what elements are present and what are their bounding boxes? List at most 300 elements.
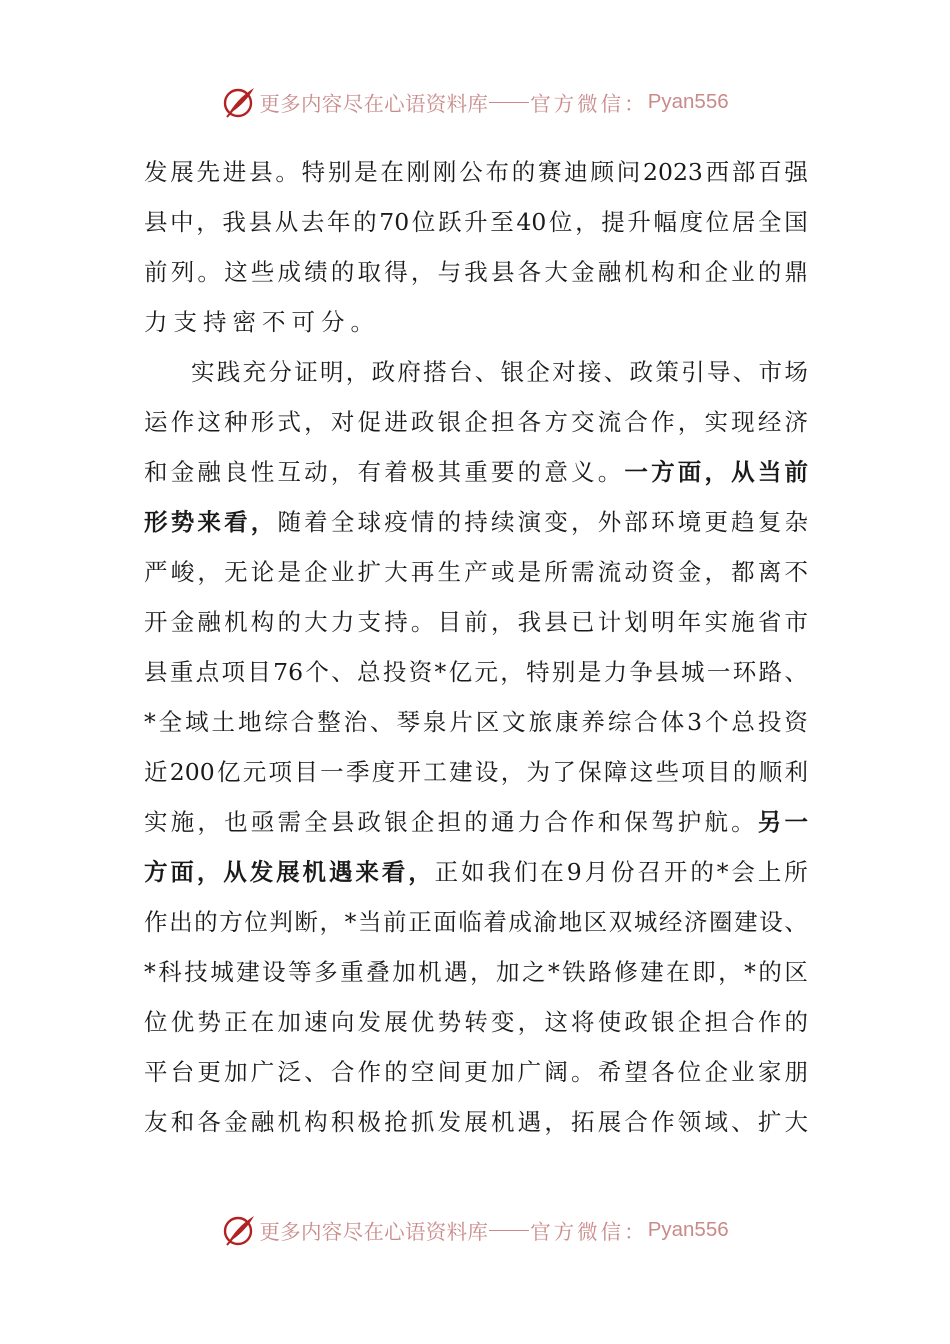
text-glyph: 城: [633, 908, 658, 936]
text-glyph: 双: [608, 908, 633, 936]
text-glyph: ，: [575, 208, 599, 236]
text-glyph: 个: [305, 658, 329, 686]
text-glyph: 演: [517, 508, 542, 536]
text-line: [144, 247, 808, 297]
text-glyph: ，: [319, 908, 344, 936]
text-glyph: 发: [357, 1008, 381, 1036]
text-glyph: 的: [464, 808, 488, 836]
text-glyph: 的: [353, 208, 377, 236]
text-glyph: *: [434, 658, 447, 686]
text-glyph: 、: [331, 658, 355, 686]
bold-text-glyph: 方: [144, 858, 168, 886]
text-glyph: 强: [784, 158, 808, 186]
text-glyph: 亿: [448, 658, 473, 686]
text-glyph: 们: [513, 858, 538, 886]
text-glyph: 充: [242, 358, 267, 386]
text-glyph: 先: [196, 158, 221, 186]
text-glyph: 作: [651, 408, 675, 436]
text-glyph: 间: [437, 1058, 462, 1086]
text-glyph: 环: [651, 508, 675, 536]
text-glyph: 至: [490, 208, 514, 236]
text-glyph: 合: [330, 1058, 355, 1086]
text-glyph: 外: [597, 508, 622, 536]
text-glyph: 合: [634, 708, 658, 736]
text-glyph: 持: [203, 308, 233, 336]
text-glyph: 布: [485, 158, 509, 186]
text-glyph: 资: [408, 658, 433, 686]
text-glyph: 企: [464, 408, 488, 436]
text-glyph: 加: [392, 958, 416, 986]
text-glyph: 开: [397, 758, 422, 786]
bold-text-glyph: 来: [197, 508, 221, 536]
text-glyph: 加: [490, 1058, 515, 1086]
text-glyph: 、: [784, 658, 808, 686]
text-glyph: 各: [517, 408, 542, 436]
text-glyph: 分: [268, 358, 292, 386]
bold-text-glyph: 面: [170, 858, 194, 886]
text-glyph: 多: [314, 958, 338, 986]
text-glyph: ，: [571, 508, 595, 536]
text-glyph: 是: [354, 158, 378, 186]
text-glyph: 泉: [422, 708, 447, 736]
text-glyph: 支: [173, 308, 203, 336]
text-glyph: 路: [588, 958, 612, 986]
text-glyph: 渝: [533, 908, 557, 936]
text-glyph: 企: [526, 358, 550, 386]
text-glyph: 9: [566, 858, 582, 886]
text-glyph: 升: [627, 208, 651, 236]
text-glyph: 也: [224, 808, 248, 836]
text-glyph: 广: [517, 1058, 542, 1086]
text-glyph: 判: [269, 908, 293, 936]
text-glyph: 前: [144, 258, 168, 286]
text-glyph: 。: [731, 808, 755, 836]
text-glyph: 元: [242, 758, 267, 786]
text-glyph: 作: [651, 1108, 675, 1136]
text-glyph: 县: [544, 608, 568, 636]
text-glyph: 文: [502, 708, 526, 736]
text-glyph: 位: [677, 1058, 702, 1086]
text-glyph: 市: [784, 608, 808, 636]
bold-text-glyph: 势: [170, 508, 195, 536]
text-glyph: 在: [250, 1008, 275, 1036]
text-glyph: 金: [571, 258, 595, 286]
text-glyph: 的: [330, 258, 355, 286]
text-glyph: 力: [144, 308, 174, 336]
text-glyph: 铁: [562, 958, 586, 986]
banner-library-text: 更多内容尽在心语资料库: [259, 92, 489, 116]
text-glyph: 资: [651, 558, 675, 586]
text-glyph: 取: [357, 258, 381, 286]
text-glyph: 促: [357, 408, 381, 436]
bold-text-glyph: 一: [784, 808, 808, 836]
text-glyph: 一: [706, 658, 731, 686]
text-glyph: 整: [317, 708, 341, 736]
text-glyph: 实: [144, 808, 168, 836]
text-glyph: 家: [757, 1058, 782, 1086]
text-glyph: 的: [384, 1058, 408, 1086]
text-glyph: 顾: [590, 158, 615, 186]
text-glyph: 政: [357, 808, 381, 836]
text-glyph: 问: [616, 158, 641, 186]
text-glyph: 县: [249, 158, 273, 186]
text-glyph: 明: [651, 608, 675, 636]
text-glyph: 城: [681, 658, 705, 686]
text-glyph: 展: [170, 158, 194, 186]
text-glyph: 和: [170, 1108, 195, 1136]
text-glyph: 流: [597, 408, 622, 436]
text-glyph: 发: [144, 158, 168, 186]
text-glyph: 。: [350, 308, 380, 336]
text-glyph: 友: [144, 1108, 168, 1136]
text-glyph: 构: [651, 258, 675, 286]
text-glyph: 施: [731, 608, 755, 636]
text-glyph: 金: [170, 608, 195, 636]
text-glyph: 建: [236, 958, 260, 986]
text-glyph: 已: [571, 608, 595, 636]
text-glyph: 70: [379, 208, 410, 236]
text-glyph: 护: [677, 808, 702, 836]
text-glyph: 业: [330, 558, 355, 586]
text-glyph: ，: [517, 1008, 542, 1036]
text-glyph: ，: [470, 958, 494, 986]
text-glyph: 是: [577, 658, 602, 686]
text-glyph: 地: [558, 908, 583, 936]
text-glyph: 在: [666, 958, 690, 986]
text-glyph: 全: [330, 508, 355, 536]
text-glyph: 经: [658, 908, 683, 936]
text-glyph: 片: [449, 708, 473, 736]
text-glyph: 体: [660, 708, 685, 736]
text-line: [144, 947, 808, 997]
bold-text-glyph: ，: [250, 508, 275, 536]
text-line: [144, 647, 808, 697]
text-glyph: 动: [624, 558, 648, 586]
text-glyph: 。: [197, 258, 221, 286]
text-glyph: 方: [219, 908, 243, 936]
text-glyph: 这: [197, 408, 221, 436]
text-glyph: *: [744, 958, 756, 986]
text-glyph: 路: [758, 658, 783, 686]
text-glyph: 变: [490, 1008, 515, 1036]
text-glyph: 着: [304, 508, 328, 536]
text-glyph: 施: [170, 808, 195, 836]
header-banner: [0, 82, 950, 122]
text-glyph: 扩: [757, 1108, 782, 1136]
text-glyph: 银: [500, 358, 525, 386]
document-body: [144, 147, 808, 1147]
bold-text-glyph: 从: [223, 858, 247, 886]
text-glyph: 如: [461, 858, 485, 886]
text-glyph: 环: [732, 658, 757, 686]
text-glyph: 良: [224, 458, 248, 486]
text-glyph: 搭: [423, 358, 447, 386]
text-glyph: ，: [544, 1108, 568, 1136]
text-glyph: 机: [490, 1108, 515, 1136]
text-glyph: 优: [410, 1008, 435, 1036]
text-glyph: 作: [571, 808, 595, 836]
text-glyph: *: [548, 958, 560, 986]
text-glyph: 合: [731, 1008, 755, 1036]
text-glyph: 都: [731, 558, 755, 586]
text-glyph: 抓: [410, 1108, 435, 1136]
text-glyph: 台: [448, 358, 473, 386]
text-glyph: 担: [437, 808, 462, 836]
text-glyph: 续: [490, 508, 515, 536]
text-glyph: ，: [197, 808, 221, 836]
text-glyph: ，: [490, 608, 515, 636]
text-glyph: 技: [184, 958, 208, 986]
text-glyph: 优: [170, 1008, 195, 1036]
text-glyph: 季: [345, 758, 370, 786]
text-glyph: 金: [677, 558, 702, 586]
bold-text-glyph: 展: [276, 858, 300, 886]
text-glyph: 总: [357, 658, 381, 686]
text-glyph: 、: [784, 908, 808, 936]
text-glyph: 开: [144, 608, 168, 636]
text-glyph: 业: [731, 1058, 755, 1086]
text-glyph: 正: [408, 908, 432, 936]
text-glyph: 进: [222, 158, 247, 186]
text-glyph: 目: [437, 608, 462, 636]
text-glyph: 力: [330, 608, 355, 636]
text-glyph: 企: [304, 558, 328, 586]
text-glyph: 融: [597, 258, 622, 286]
text-glyph: 运: [144, 408, 168, 436]
text-glyph: 在: [380, 158, 404, 186]
text-glyph: 遇: [517, 1108, 542, 1136]
text-glyph: 政: [624, 1008, 648, 1036]
banner-wechat-id: Pyan556: [647, 1218, 729, 1241]
text-glyph: 当: [357, 908, 382, 936]
text-glyph: 个: [704, 708, 729, 736]
text-glyph: 县: [144, 208, 168, 236]
text-glyph: *: [144, 708, 156, 736]
text-glyph: 度: [371, 758, 396, 786]
quill-pen-logo-icon: [221, 1212, 257, 1248]
text-glyph: 银: [437, 408, 462, 436]
text-line: [144, 1047, 808, 1097]
text-glyph: 不: [784, 558, 808, 586]
text-glyph: 意: [544, 458, 568, 486]
text-glyph: 资: [784, 708, 808, 736]
text-glyph: 绩: [304, 258, 328, 286]
text-glyph: 其: [437, 458, 462, 486]
text-glyph: 速: [304, 1008, 328, 1036]
text-glyph: 对: [330, 408, 355, 436]
text-glyph: 进: [384, 408, 408, 436]
text-glyph: 项: [268, 758, 293, 786]
text-glyph: 企: [704, 258, 728, 286]
text-glyph: 建: [449, 758, 473, 786]
text-glyph: 这: [544, 1008, 568, 1036]
text-line: [144, 847, 808, 897]
text-glyph: 明: [319, 358, 344, 386]
text-glyph: 特: [301, 158, 326, 186]
text-glyph: 县: [490, 258, 515, 286]
text-glyph: 、: [603, 358, 628, 386]
text-glyph: 极: [357, 1108, 381, 1136]
text-line: [144, 347, 808, 397]
text-glyph: 修: [614, 958, 638, 986]
text-glyph: 峻: [170, 558, 195, 586]
text-glyph: 势: [437, 1008, 462, 1036]
text-glyph: ，: [330, 458, 355, 486]
text-glyph: ，: [718, 958, 742, 986]
text-glyph: 机: [624, 258, 648, 286]
text-glyph: 政: [629, 358, 654, 386]
text-line: [144, 697, 808, 747]
text-glyph: 领: [677, 1108, 702, 1136]
text-glyph: 县: [655, 658, 679, 686]
text-glyph: 些: [655, 758, 679, 786]
text-glyph: 全: [304, 808, 328, 836]
text-glyph: 将: [571, 1008, 595, 1036]
text-glyph: 转: [464, 1008, 488, 1036]
text-line: [144, 747, 808, 797]
text-glyph: 可: [291, 308, 321, 336]
text-glyph: 泛: [277, 1058, 301, 1086]
text-glyph: 年: [326, 208, 351, 236]
text-glyph: 交: [571, 408, 595, 436]
text-glyph: 持: [384, 608, 408, 636]
text-glyph: 向: [330, 1008, 355, 1036]
text-glyph: 通: [490, 808, 515, 836]
text-glyph: 分: [321, 308, 351, 336]
text-glyph: 互: [277, 458, 301, 486]
text-glyph: 抢: [384, 1108, 408, 1136]
text-glyph: 发: [437, 1108, 462, 1136]
text-glyph: 保: [624, 808, 648, 836]
text-glyph: 跃: [437, 208, 462, 236]
text-glyph: 展: [464, 1108, 488, 1136]
text-glyph: 我: [222, 208, 246, 236]
text-glyph: 义: [571, 458, 595, 486]
text-glyph: ，: [345, 358, 370, 386]
text-glyph: 为: [526, 758, 551, 786]
text-glyph: 是: [277, 558, 301, 586]
text-glyph: 使: [597, 1008, 622, 1036]
text-glyph: 广: [250, 1058, 275, 1086]
text-glyph: 与: [437, 258, 462, 286]
text-glyph: 部: [624, 508, 648, 536]
text-glyph: 前: [383, 908, 407, 936]
text-glyph: 的: [517, 458, 542, 486]
text-glyph: *: [344, 908, 357, 936]
text-glyph: 计: [597, 608, 622, 636]
text-glyph: 作: [144, 908, 168, 936]
text-glyph: 是: [517, 558, 542, 586]
footer-banner: [0, 1210, 950, 1250]
text-glyph: 争: [629, 658, 653, 686]
banner-wechat-id: Pyan556: [647, 90, 729, 113]
text-glyph: 需: [277, 808, 301, 836]
text-glyph: 担: [704, 1008, 728, 1036]
text-glyph: 经: [757, 408, 782, 436]
text-glyph: 引: [681, 358, 705, 386]
text-glyph: 融: [197, 608, 221, 636]
text-glyph: 省: [757, 608, 782, 636]
text-glyph: 接: [577, 358, 602, 386]
text-line: [144, 897, 808, 947]
text-glyph: 航: [704, 808, 728, 836]
text-glyph: 严: [144, 558, 168, 586]
text-glyph: 需: [571, 558, 595, 586]
text-glyph: 银: [651, 1008, 675, 1036]
text-glyph: 望: [624, 1058, 648, 1086]
text-glyph: 加: [224, 1058, 248, 1086]
text-glyph: 府: [397, 358, 421, 386]
text-glyph: 项: [681, 758, 705, 786]
text-glyph: 或: [490, 558, 515, 586]
text-glyph: 方: [544, 408, 568, 436]
text-glyph: 中: [170, 208, 194, 236]
text-glyph: 合: [624, 1108, 648, 1136]
text-glyph: 总: [731, 708, 755, 736]
text-glyph: ，: [500, 658, 524, 686]
bold-text-glyph: 看: [224, 508, 248, 536]
text-glyph: 列: [170, 258, 195, 286]
text-glyph: 支: [357, 608, 381, 636]
text-glyph: 各: [517, 258, 542, 286]
text-glyph: 、: [732, 358, 757, 386]
text-glyph: 成: [508, 908, 532, 936]
bold-text-glyph: ，: [196, 858, 221, 886]
text-glyph: 我: [464, 258, 488, 286]
text-glyph: ，: [304, 408, 328, 436]
text-glyph: 担: [490, 408, 515, 436]
text-line: [144, 297, 808, 347]
text-glyph: 性: [250, 458, 275, 486]
text-glyph: 目: [707, 758, 731, 786]
text-glyph: 、: [731, 1108, 755, 1136]
bold-text-glyph: 当: [757, 458, 782, 486]
text-glyph: 。: [597, 458, 622, 486]
text-glyph: 康: [555, 708, 579, 736]
text-glyph: 变: [544, 508, 568, 536]
text-glyph: 作: [357, 1058, 381, 1086]
text-glyph: 城: [210, 958, 234, 986]
text-glyph: 境: [677, 508, 702, 536]
text-glyph: 域: [704, 1108, 728, 1136]
text-glyph: 域: [185, 708, 209, 736]
text-glyph: 些: [250, 258, 275, 286]
text-glyph: 加: [277, 1008, 301, 1036]
text-glyph: 位: [548, 208, 573, 236]
text-glyph: 提: [601, 208, 625, 236]
text-glyph: 和: [597, 808, 622, 836]
text-glyph: 居: [731, 208, 756, 236]
text-glyph: 导: [706, 358, 731, 386]
text-glyph: 这: [224, 258, 248, 286]
bold-text-glyph: 遇: [328, 858, 353, 886]
text-line: [144, 397, 808, 447]
text-glyph: 产: [464, 558, 488, 586]
text-glyph: 位: [705, 208, 730, 236]
text-glyph: 希: [597, 1058, 622, 1086]
text-glyph: 设: [759, 908, 783, 936]
text-glyph: 百: [758, 158, 782, 186]
text-glyph: 作: [757, 1008, 782, 1036]
text-glyph: 成: [277, 258, 301, 286]
text-glyph: 部: [731, 158, 756, 186]
text-line: [144, 597, 808, 647]
text-glyph: 升: [464, 208, 488, 236]
text-glyph: 作: [170, 408, 195, 436]
text-glyph: 亿: [216, 758, 241, 786]
text-glyph: 近: [144, 758, 168, 786]
text-glyph: 情: [410, 508, 435, 536]
